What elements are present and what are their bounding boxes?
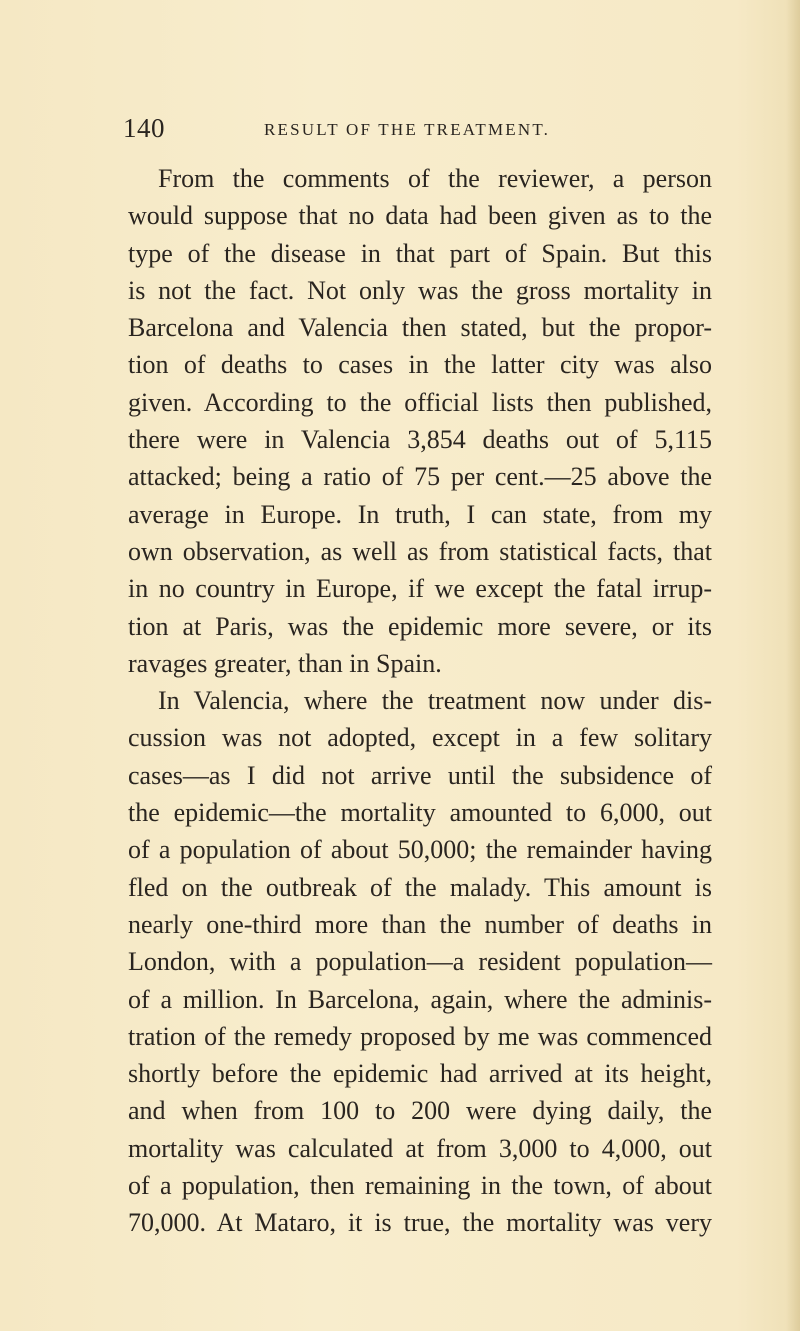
text-line: nearly one-third more than the number of deaths in: [128, 909, 712, 939]
page-edge-shadow: [786, 0, 800, 1331]
text-line: cussion was not adopted, except in a few solitary: [128, 723, 712, 753]
text-line: In Valencia, where the treatment now under dis-: [158, 686, 712, 716]
text-line: in no country in Europe, if we except the fatal irrup-: [128, 574, 712, 604]
text-line: own observation, as well as from statistical facts, that: [128, 536, 712, 566]
text-line: tion at Paris, was the epidemic more severe, or its: [128, 611, 712, 641]
text-line: of a population of about 50,000; the remainder having: [128, 835, 712, 865]
text-line: and when from 100 to 200 were dying daily, the: [128, 1096, 712, 1126]
text-line: tration of the remedy proposed by me was commenced: [128, 1021, 712, 1051]
text-line: of a population, then remaining in the town, of about: [128, 1171, 712, 1201]
text-line: Barcelona and Valencia then stated, but the propor-: [128, 313, 712, 343]
text-line: 70,000. At Mataro, it is true, the mortality was very: [128, 1208, 712, 1238]
text-line: fled on the outbreak of the malady. This amount is: [128, 872, 712, 902]
text-line: the epidemic—the mortality amounted to 6,000, out: [128, 798, 712, 828]
text-line: shortly before the epidemic had arrived at its height,: [128, 1059, 712, 1089]
text-line: is not the fact. Not only was the gross mortality in: [128, 275, 712, 305]
text-line: From the comments of the reviewer, a person: [158, 164, 712, 193]
text-line: mortality was calculated at from 3,000 to 4,000, out: [128, 1133, 712, 1163]
running-head: RESULT OF THE TREATMENT.: [264, 120, 551, 139]
body-text: [128, 160, 712, 1242]
text-line: average in Europe. In truth, I can state, from my: [128, 499, 712, 529]
text-line: London, with a population—a resident population—: [128, 947, 712, 977]
text-line: of a million. In Barcelona, again, where the adminis-: [128, 984, 712, 1014]
text-line: there were in Valencia 3,854 deaths out of 5,115: [128, 425, 712, 455]
text-line: attacked; being a ratio of 75 per cent.—25 above the: [128, 462, 712, 492]
text-line: tion of deaths to cases in the latter city was also: [128, 350, 712, 380]
text-line: given. According to the official lists then published,: [128, 387, 712, 417]
page-header: [123, 113, 723, 145]
text-line: ravages greater, than in Spain.: [128, 648, 442, 678]
text-line: type of the disease in that part of Spain. But this: [128, 238, 712, 268]
text-line: cases—as I did not arrive until the subsidence of: [128, 760, 712, 790]
page-number: 140: [123, 113, 165, 143]
text-line: would suppose that no data had been given as to the: [128, 201, 712, 231]
